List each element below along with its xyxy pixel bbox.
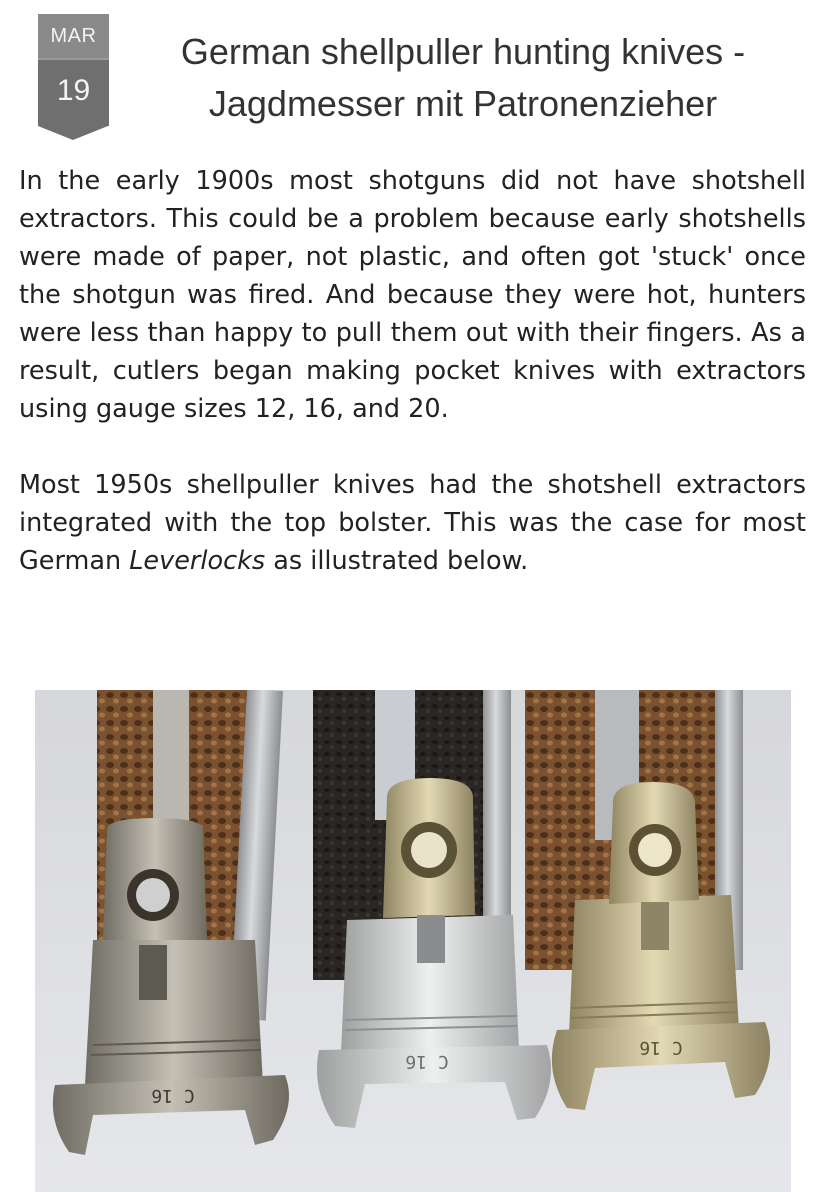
knife-right-stamp: C 16: [639, 1037, 683, 1058]
paragraph-1: In the early 1900s most shotguns did not have shotshell extractors. This could be a problem because early shotshells were made of paper, not plastic, and often got 'stuck' once the shotgun was fired. And because they were hot, hunters were less than happy to pull them out with their fingers. As a result, cutlers began making pocket knives with extractors using gauge sizes 12, 16, and 20.: [19, 166, 806, 424]
date-month: MAR: [38, 14, 109, 58]
paragraph-2-text-a: Most 1950s shellpuller knives had the shotshell extractors integrated with the top bolster. This was the case for most German: [19, 470, 806, 576]
post-body: [19, 162, 806, 580]
post-title[interactable]: [150, 26, 776, 130]
knives-photo-illustration: [35, 690, 791, 1192]
date-badge-point: [38, 126, 108, 140]
post-title-line1: German shellpuller hunting knives -: [180, 31, 746, 72]
knife-left-stamp: C 16: [151, 1085, 195, 1106]
post-title-line2: Jagdmesser mit Patronenzieher: [208, 83, 718, 124]
paragraph-2-text-b: as illustrated below.: [265, 546, 529, 576]
knife-right: [525, 690, 770, 1110]
date-day: 19: [38, 58, 109, 126]
knives-photo[interactable]: [35, 690, 791, 1192]
paragraph-2-emphasis: Leverlocks: [129, 546, 266, 576]
date-badge: [38, 14, 109, 140]
paragraph-2: [19, 466, 806, 580]
knife-middle-stamp: C 16: [405, 1051, 449, 1072]
